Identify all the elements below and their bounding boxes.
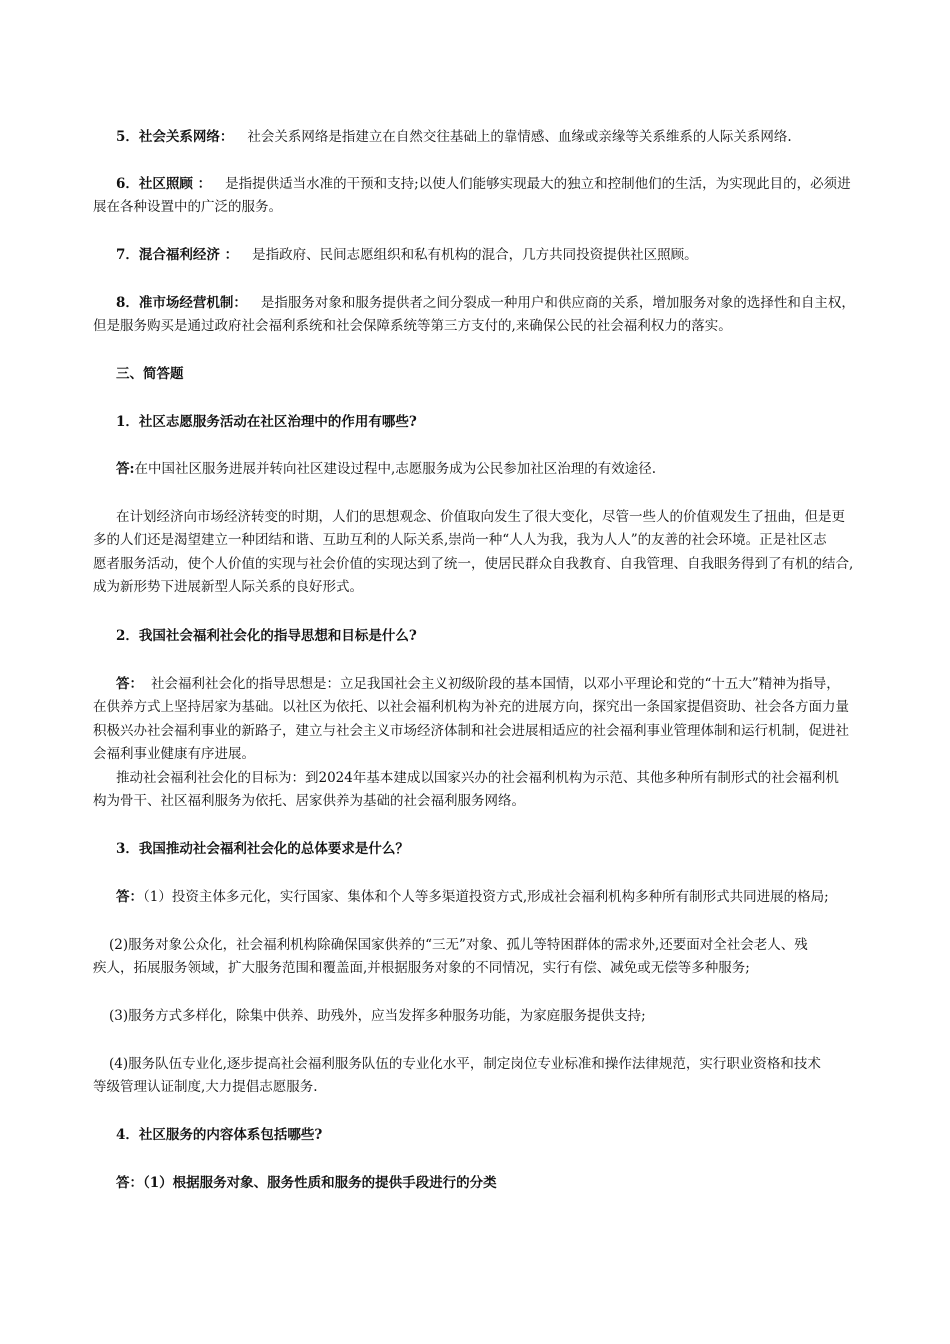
question-3-item-2-continued: 疾人，拓展服务领域，扩大服务范围和覆盖面,并根据服务对象的不同情况，实行有偿、减免或无偿等多种服务; xyxy=(93,960,750,976)
answer-label: 答: xyxy=(116,461,135,477)
question-2-answer-line: 会福利事业健康有序进展。 xyxy=(93,746,255,762)
question-1-paragraph-line: 在计划经济向市场经济转变的时期，人们的思想观念、价值取向发生了很大变化，尽管一些人的价值观发生了扭曲，但是更 xyxy=(116,509,845,525)
answer-text: 社会福利社会化的指导思想是：立足我国社会主义初级阶段的基本国情，以邓小平理论和党的“十五大”精神为指导， xyxy=(151,676,840,692)
answer-text: （1）投资主体多元化，实行国家、集体和个人等多渠道投资方式,形成社会福利机构多种所有制形式共同进展的格局; xyxy=(143,889,829,905)
question-3-item-4: (4)服务队伍专业化,逐步提高社会福利服务队伍的专业化水平，制定岗位专业标准和操作法律规范，实行职业资格和技术 xyxy=(109,1056,821,1072)
definition-6-continued: 展在各种设置中的广泛的服务。 xyxy=(93,199,282,215)
answer-label: 答： xyxy=(116,1175,143,1191)
question-4-title: 4．社区服务的内容体系包括哪些? xyxy=(116,1127,323,1143)
definition-text: 社会关系网络是指建立在自然交往基础上的靠情感、血缘或亲缘等关系维系的人际关系网络. xyxy=(247,129,792,145)
question-3-item-2: (2)服务对象公众化，社会福利机构除确保国家供养的“三无”对象、孤儿等特困群体的需求外,还要面对全社会老人、残 xyxy=(109,937,808,953)
question-3-item-3: (3)服务方式多样化，除集中供养、助残外，应当发挥多种服务功能，为家庭服务提供支持; xyxy=(109,1008,646,1024)
question-3-item-1 xyxy=(116,886,893,908)
question-2-answer xyxy=(116,673,893,695)
definition-text: 是指政府、民间志愿组织和私有机构的混合，几方共同投资提供社区照顾。 xyxy=(252,247,698,263)
definition-5 xyxy=(116,126,893,148)
question-1-title: 1．社区志愿服务活动在社区治理中的作用有哪些? xyxy=(116,414,417,430)
definition-text: 是指提供适当水准的干预和支持;以使人们能够实现最大的独立和控制他们的生活，为实现此目的，必须进 xyxy=(225,176,851,192)
question-1-paragraph-line: 成为新形势下进展新型人际关系的良好形式。 xyxy=(93,579,363,595)
question-1-answer xyxy=(116,458,893,480)
question-2-goal-line: 推动社会福利社会化的目标为：到2024年基本建成以国家兴办的社会福利机构为示范、其他多种所有制形式的社会福利机 xyxy=(116,770,839,786)
question-1-paragraph-line: 多的人们还是渴望建立一种团结和谐、互助互利的人际关系,崇尚一种“人人为我，我为人人”的友善的社会环境。正是社区志 xyxy=(93,532,827,548)
definition-text: 是指服务对象和服务提供者之间分裂成一种用户和供应商的关系，增加服务对象的选择性和自主权， xyxy=(260,295,855,311)
question-4-answer xyxy=(116,1172,893,1194)
question-2-goal-line: 构为骨干、社区福利服务为依托、居家供养为基础的社会福利服务网络。 xyxy=(93,793,525,809)
answer-label: 答： xyxy=(116,889,143,905)
answer-label: 答： xyxy=(116,676,143,692)
definition-term: 5．社会关系网络： xyxy=(116,129,234,145)
answer-text: 在中国社区服务进展并转向社区建设过程中,志愿服务成为公民参加社区治理的有效途径. xyxy=(134,461,657,477)
question-2-title: 2．我国社会福利社会化的指导思想和目标是什么? xyxy=(116,628,417,644)
question-1-paragraph-line: 愿者服务活动，使个人价值的实现与社会价值的实现达到了统一，使居民群众自我教育、自我管理、自我眼务得到了有机的结合, xyxy=(93,556,854,572)
question-3-title: 3．我国推动社会福利社会化的总体要求是什么？ xyxy=(116,841,409,857)
definition-term: 7．混合福利经济 ： xyxy=(116,247,239,263)
question-3-item-4-continued: 等级管理认证制度,大力提倡志愿服务. xyxy=(93,1079,318,1095)
section-heading: 三、简答题 xyxy=(116,366,184,382)
definition-7 xyxy=(116,244,893,266)
definition-6 xyxy=(116,173,893,195)
definition-8 xyxy=(116,292,893,314)
answer-text: （1）根据服务对象、服务性质和服务的提供手段进行的分类 xyxy=(143,1175,497,1191)
question-2-answer-line: 在供养方式上坚持居家为基础。以社区为依托、以社会福利机构为补充的进展方向，探究出一条国家提倡资助、社会各方面力量 xyxy=(93,699,849,715)
definition-term: 6．社区照顾 ： xyxy=(116,176,212,192)
question-2-answer-line: 积极兴办社会福利事业的新路子，建立与社会主义市场经济体制和社会进展相适应的社会福利事业管理体制和运行机制，促进社 xyxy=(93,723,849,739)
definition-8-continued: 但是服务购买是通过政府社会福利系统和社会保障系统等第三方支付的,来确保公民的社会福利权力的落实。 xyxy=(93,318,732,334)
definition-term: 8．准市场经营机制： xyxy=(116,295,247,311)
